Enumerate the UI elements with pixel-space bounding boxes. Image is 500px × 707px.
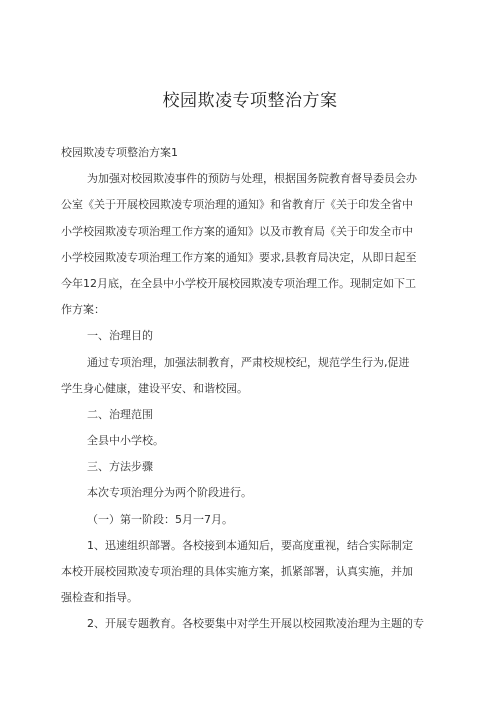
document-line: 通过专项治理，加强法制教育，严肃校规校纪，规范学生行为,促进 — [87, 355, 410, 369]
document-line: 校园欺凌专项整治方案1 — [61, 146, 178, 159]
document-line: 1、迅速组织部署。各校接到本通知后，要高度重视，结合实际制定 — [87, 538, 413, 552]
document-line: 本次专项治理分为两个阶段进行。 — [87, 486, 252, 500]
document-line: 三、方法步骤 — [87, 460, 153, 474]
document-line: 今年12月底，在全县中小学校开展校园欺凌专项治理工作。现制定如下工 — [61, 276, 416, 290]
document-line: 作方案： — [61, 303, 105, 317]
document-line: 强检查和指导。 — [61, 591, 138, 605]
document-line: （一）第一阶段：5月一7月。 — [87, 512, 233, 526]
document-line: 公室《关于开展校园欺凌专项治理的通知》和省教育厅《关于印发全省中 — [61, 198, 413, 212]
document-line: 二、治理范围 — [87, 407, 153, 421]
document-line: 2、开展专题教育。各校要集中对学生开展以校园欺凌治理为主题的专 — [87, 617, 424, 631]
document-line: 本校开展校园欺凌专项治理的具体实施方案，抓紧部署，认真实施，并加 — [61, 565, 413, 578]
document-body — [61, 146, 441, 644]
document-line: 小学校园欺凌专项治理工作方案的通知》以及市教育局《关于印发全市中 — [61, 224, 413, 238]
document-line: 一、治理目的 — [87, 329, 153, 343]
document-line: 学生身心健康，建设平安、和谐校园。 — [61, 381, 248, 395]
document-line: 全县中小学校。 — [87, 434, 164, 448]
document-line: 小学校园欺凌专项治理工作方案的通知》要求,县教育局决定，从即日起至 — [61, 250, 417, 264]
document-line: 为加强对校园欺凌事件的预防与处理，根据国务院教育督导委员会办 — [87, 172, 417, 186]
document-title: 校园欺凌专项整治方案 — [162, 91, 338, 111]
